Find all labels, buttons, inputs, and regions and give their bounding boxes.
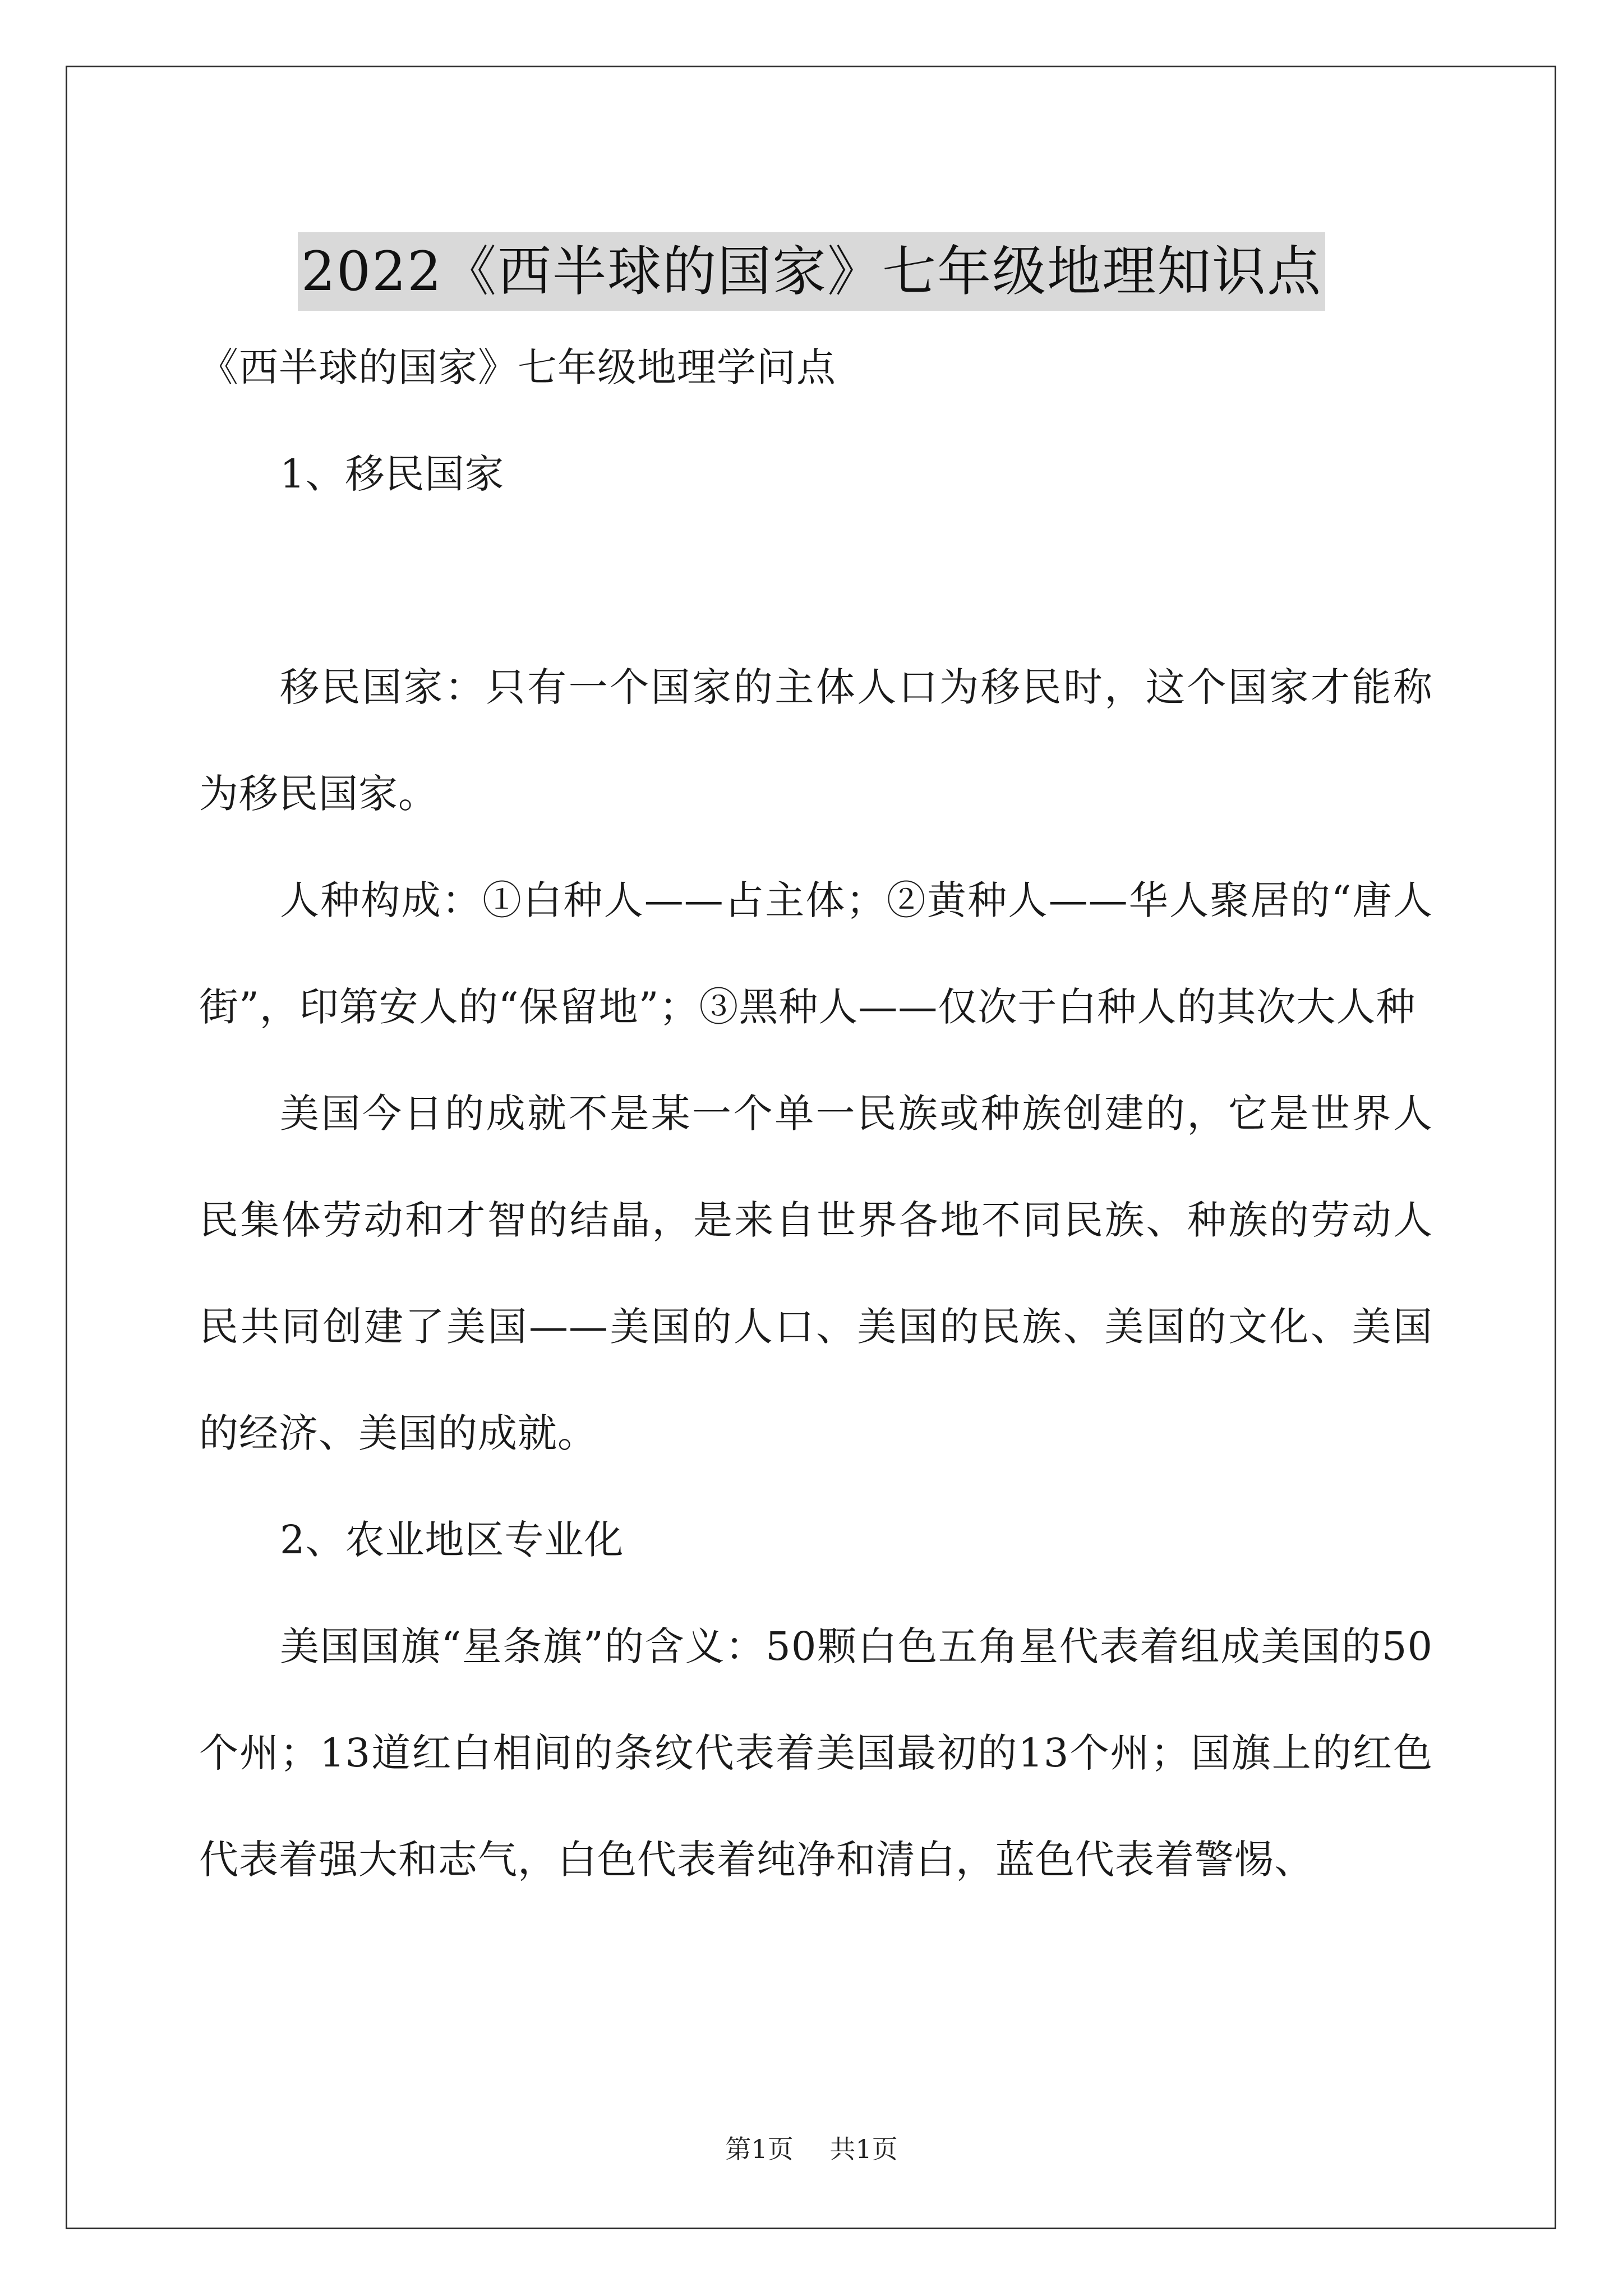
body-paragraph: 美国国旗“星条旗”的含义：50颗白色五角星代表着组成美国的50个州；13道红白相间的条纹代表着美国最初的13个州；国旗上的红色代表着强大和志气，白色代表着纯净和清白，蓝色代表着警惕、 xyxy=(199,1623,1433,1883)
blank-spacer xyxy=(199,527,1433,634)
page-number-current: 第1页 xyxy=(725,2134,794,2164)
section-heading-1: 1、移民国家 xyxy=(280,451,505,497)
body-paragraph: 移民国家：只有一个国家的主体人口为移民时，这个国家才能称为移民国家。 xyxy=(199,664,1433,817)
subtitle-paragraph: 《西半球的国家》七年级地理学问点 xyxy=(199,344,836,390)
document-title: 2022《西半球的国家》七年级地理知识点 xyxy=(298,232,1325,311)
body-paragraph: 美国今日的成就不是某一个单一民族或种族创建的，它是世界人民集体劳动和才智的结晶，是来自世界各地不同民族、种族的劳动人民共同创建了美国——美国的人口、美国的民族、美国的文化、美国的经济、美国的成就。 xyxy=(199,1091,1433,1456)
page-footer xyxy=(0,2129,1623,2166)
page-number-total: 共1页 xyxy=(829,2134,898,2164)
section-heading-2: 2、农业地区专业化 xyxy=(280,1517,624,1563)
document-body xyxy=(199,314,1433,1913)
body-paragraph: 人种构成：①白种人——占主体；②黄种人——华人聚居的“唐人街”，印第安人的“保留地”；③黑种人——仅次于白种人的其次大人种 xyxy=(199,877,1433,1030)
